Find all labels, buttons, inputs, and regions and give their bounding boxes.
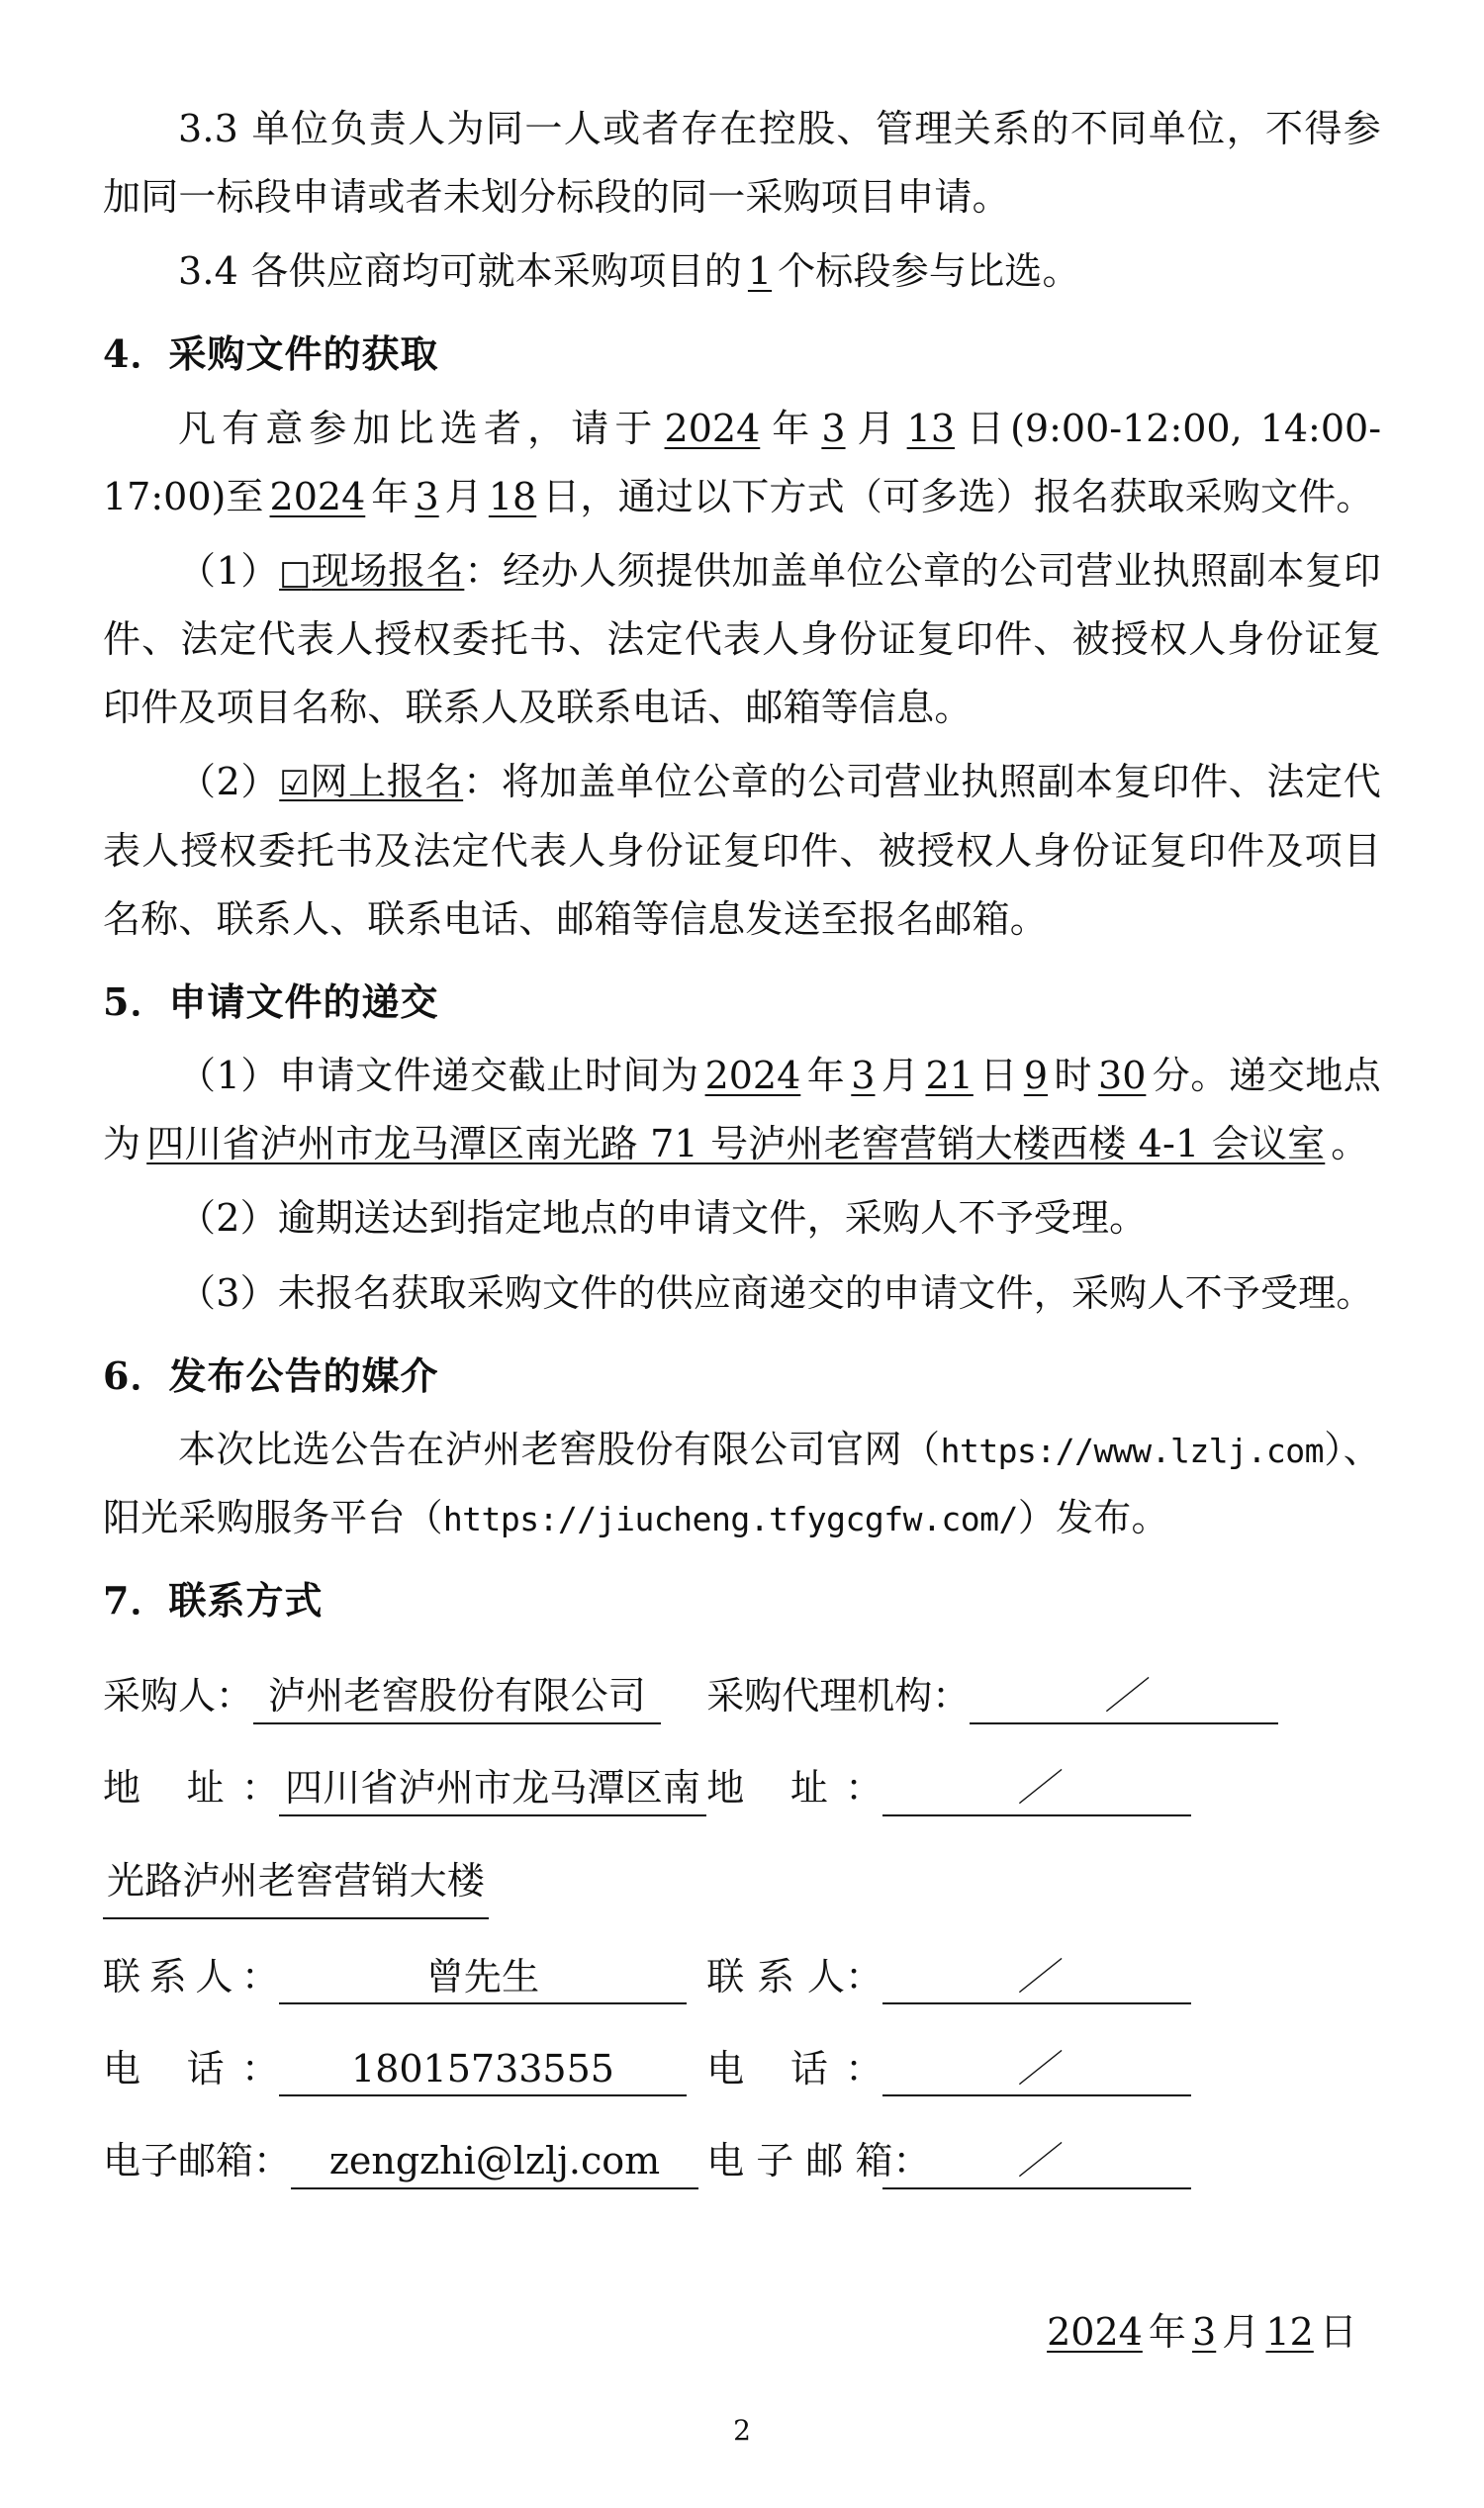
agency-address-value[interactable]: ／ <box>882 1765 1191 1816</box>
office-hours: (9:00-12:00, 14:00-17:00) <box>103 406 1382 518</box>
option-2-colon: ： <box>463 760 502 804</box>
agency-email-label: 电 子 邮 箱： <box>706 2139 931 2183</box>
item-1-prefix: 申请文件递交截止时间为 <box>278 1054 699 1098</box>
media-text-2: ）、阳光采购服务平台（ <box>103 1427 1381 1539</box>
end-year: 2024 <box>269 474 366 518</box>
agency-address-cell <box>706 1744 1381 1836</box>
signature-day-label: 日 <box>1319 2310 1357 2355</box>
table-row <box>103 1933 1381 2025</box>
to-label: 至 <box>226 474 264 518</box>
agency-contact-value[interactable]: ／ <box>882 1954 1191 2005</box>
section-6-text <box>103 1416 1381 1552</box>
registration-option-onsite <box>103 537 1381 742</box>
start-day: 13 <box>906 406 955 450</box>
agency-phone-value[interactable]: ／ <box>882 2046 1191 2097</box>
purchaser-label: 采购人： <box>103 1674 254 1718</box>
option-2-title: 网上报名 <box>309 760 464 804</box>
end-day: 18 <box>488 474 537 518</box>
empty-checkbox-icon[interactable] <box>279 549 312 593</box>
purchaser-address-cell <box>103 1744 706 1836</box>
end-month: 3 <box>415 474 439 518</box>
purchaser-address-cont-cell <box>103 1837 706 1933</box>
year-label-2: 年 <box>371 474 410 518</box>
intro-suffix: 日，通过以下方式（可多选）报名获取采购文件。 <box>542 474 1374 518</box>
agency-phone-label: 电 话： <box>706 2046 883 2090</box>
agency-contact-label: 联 系 人： <box>706 1954 883 1998</box>
purchaser-address-label: 地 址： <box>103 1766 279 1811</box>
clause-3-4-prefix: 3.4 各供应商均可就本采购项目的 <box>178 249 742 294</box>
intro-prefix: 凡有意参加比选者，请于 <box>178 406 659 450</box>
clause-3-3: 3.3 单位负责人为同一人或者存在控股、管理关系的不同单位，不得参加同一标段申请或者未划分标段的同一采购项目申请。 <box>103 107 1381 220</box>
media-text-1: 本次比选公告在泸州老窖股份有限公司官网（ <box>178 1427 941 1471</box>
purchaser-phone-value[interactable]: 18015733555 <box>279 2046 687 2097</box>
option-1-colon: ： <box>464 548 503 593</box>
document-body <box>103 95 1381 2367</box>
item-1-mid: 。递交地点为 <box>103 1054 1381 1166</box>
option-1-index: （1） <box>178 548 280 593</box>
deadline-year-label: 年 <box>806 1054 846 1098</box>
purchaser-email-cell <box>103 2117 706 2209</box>
deadline-year: 2024 <box>704 1054 801 1098</box>
agency-email-cell <box>706 2117 1381 2209</box>
signature-year: 2024 <box>1047 2310 1143 2355</box>
month-label-2: 月 <box>444 474 483 518</box>
agency-email-value[interactable]: ／ <box>882 2138 1191 2189</box>
purchaser-contact-value[interactable]: 曾先生 <box>279 1954 687 2005</box>
clause-3-4 <box>103 237 1381 306</box>
deadline-hour-label: 时 <box>1054 1054 1093 1098</box>
agency-address-label: 地 址： <box>706 1766 883 1811</box>
purchaser-address-continued: 光路泸州老窖营销大楼 <box>103 1847 489 1919</box>
agency-cell <box>706 1652 1381 1744</box>
section-5-item-3: （3）未报名获取采购文件的供应商递交的申请文件，采购人不予受理。 <box>178 1270 1374 1315</box>
option-1-text: 经办人须提供加盖单位公章的公司营业执照副本复印件、法定代表人授权委托书、法定代表人身份证复印件、被授权人身份证复印件及项目名称、联系人及联系电话、邮箱等信息。 <box>103 548 1382 730</box>
table-row <box>103 1744 1381 1836</box>
empty-cell <box>706 1837 1381 1933</box>
agency-phone-cell <box>706 2025 1381 2117</box>
signature-month-label: 月 <box>1222 2310 1260 2355</box>
option-1-title: 现场报名 <box>311 548 465 593</box>
section-4-intro <box>103 395 1381 531</box>
start-month: 3 <box>821 406 846 450</box>
agency-label: 采购代理机构： <box>706 1674 971 1718</box>
purchaser-contact-cell <box>103 1933 706 2025</box>
table-row <box>103 1652 1381 1744</box>
contact-table <box>103 1652 1381 2209</box>
platform-url[interactable]: https://jiucheng.tfygcgfw.com/ <box>442 1499 1018 1538</box>
item-1-suffix: 。 <box>1331 1122 1369 1166</box>
agency-value[interactable]: ／ <box>970 1673 1278 1724</box>
agency-contact-cell <box>706 1933 1381 2025</box>
section-6-heading: 6．发布公告的媒介 <box>103 1352 439 1398</box>
purchaser-cell <box>103 1652 706 1744</box>
item-1-index: （1） <box>178 1054 279 1098</box>
month-label-1: 月 <box>851 406 901 450</box>
option-2-text: 将加盖单位公章的公司营业执照副本复印件、法定代表人授权委托书及法定代表人身份证复印件、被授权人身份证复印件及项目名称、联系人、联系电话、邮箱等信息发送至报名邮箱。 <box>103 760 1382 941</box>
registration-option-online <box>103 748 1381 953</box>
submission-address: 四川省泸州市龙马潭区南光路 71 号泸州老窖营销大楼西楼 4-1 会议室 <box>146 1122 1326 1166</box>
table-row <box>103 2025 1381 2117</box>
section-7-heading: 7．联系方式 <box>103 1578 324 1624</box>
clause-3-4-lot-count: 1 <box>747 249 773 294</box>
section-4-heading: 4．采购文件的获取 <box>103 331 439 377</box>
table-row <box>103 2117 1381 2209</box>
purchaser-address-value[interactable]: 四川省泸州市龙马潭区南 <box>279 1765 706 1816</box>
signature-month: 3 <box>1192 2310 1217 2355</box>
year-label-1: 年 <box>766 406 816 450</box>
deadline-minute-label: 分 <box>1152 1054 1191 1098</box>
day-label-1: 日 <box>961 406 1011 450</box>
deadline-hour: 9 <box>1023 1054 1049 1098</box>
purchaser-email-value[interactable]: zengzhi@lzlj.com <box>291 2138 698 2189</box>
official-website-url[interactable]: https://www.lzlj.com <box>940 1431 1324 1470</box>
purchaser-contact-label: 联系人： <box>103 1954 279 1998</box>
section-5-item-2: （2）逾期送达到指定地点的申请文件，采购人不予受理。 <box>178 1196 1148 1241</box>
purchaser-email-label: 电子邮箱： <box>103 2139 292 2183</box>
signature-date <box>103 2298 1381 2367</box>
section-5-item-1 <box>103 1042 1381 1178</box>
deadline-month-label: 月 <box>881 1054 920 1098</box>
start-year: 2024 <box>664 406 761 450</box>
purchaser-phone-label: 电 话： <box>103 2046 279 2090</box>
media-text-3: ）发布。 <box>1017 1495 1169 1539</box>
purchaser-value[interactable]: 泸州老窖股份有限公司 <box>253 1673 661 1724</box>
table-row <box>103 1837 1381 1933</box>
signature-year-label: 年 <box>1148 2310 1187 2355</box>
deadline-day: 21 <box>925 1054 974 1098</box>
clause-3-4-suffix: 个标段参与比选。 <box>778 249 1080 294</box>
deadline-day-label: 日 <box>978 1054 1018 1098</box>
page-number: 2 <box>733 2414 751 2447</box>
checked-checkbox-icon[interactable] <box>279 760 310 803</box>
signature-day: 12 <box>1265 2310 1314 2355</box>
purchaser-phone-cell <box>103 2025 706 2117</box>
option-2-index: （2） <box>178 760 280 804</box>
deadline-month: 3 <box>851 1054 876 1098</box>
section-5-heading: 5．申请文件的递交 <box>103 978 439 1024</box>
deadline-minute: 30 <box>1098 1054 1147 1098</box>
